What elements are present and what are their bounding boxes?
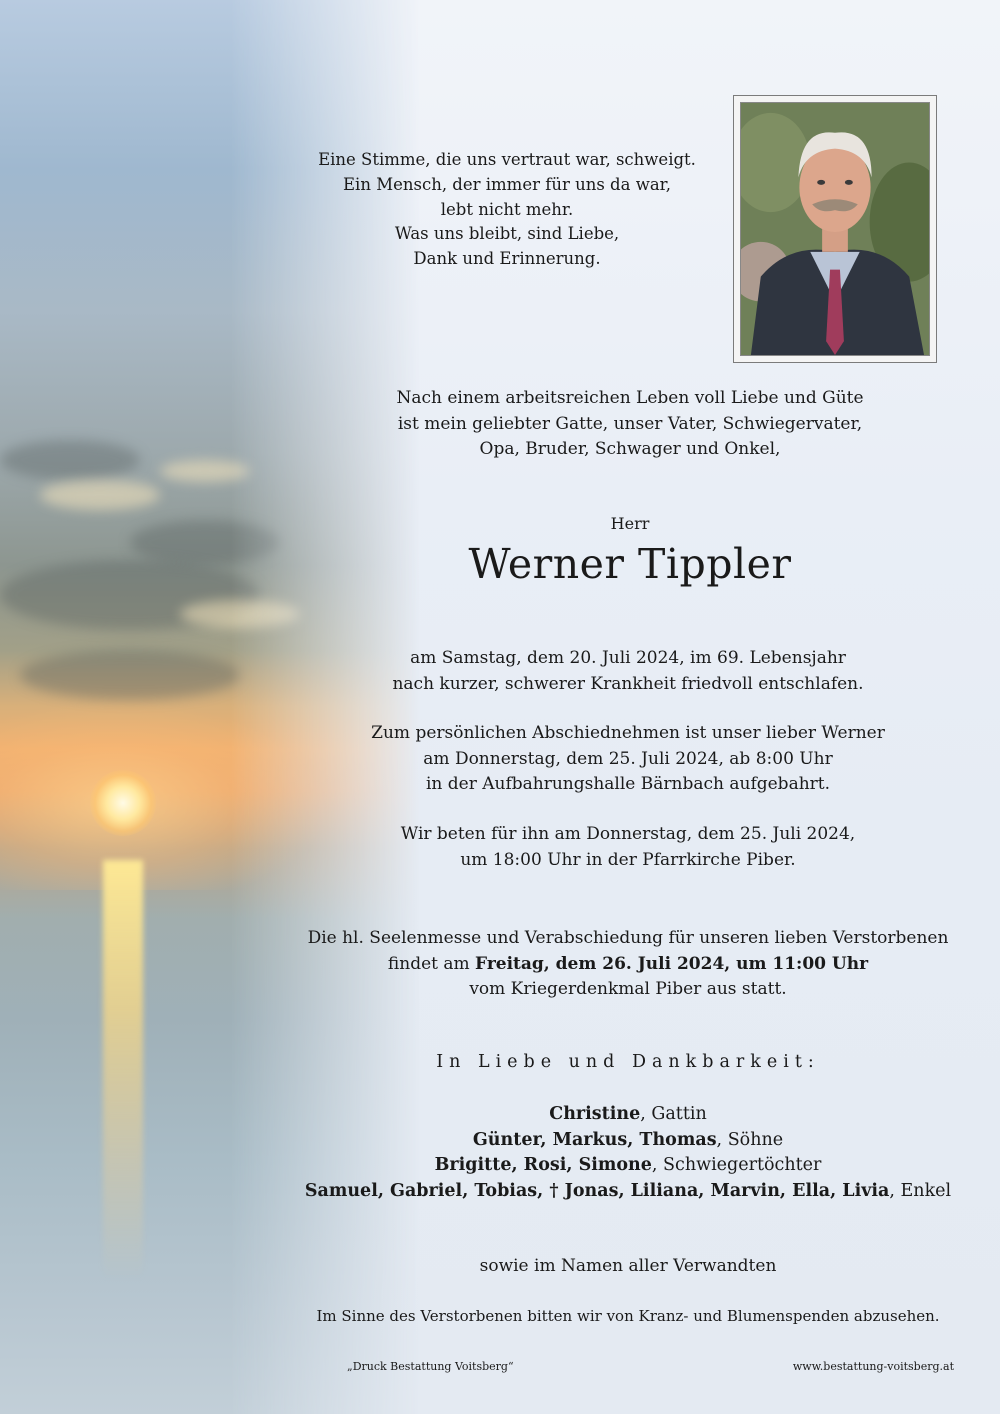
printer-credit: „Druck Bestattung Voitsberg“ [347, 1360, 514, 1373]
prayer-line: Wir beten für ihn am Donnerstag, dem 25. Juli 2024, [400, 824, 856, 844]
portrait-illustration [741, 103, 929, 355]
death-notice-line: nach kurzer, schwerer Krankheit friedvoll entschlafen. [392, 673, 864, 694]
cloud [40, 480, 160, 510]
mass-prefix: findet am [387, 953, 476, 974]
verse-line: Ein Mensch, der immer für uns da war, [343, 174, 671, 194]
death-notice-line: am Samstag, dem 20. Juli 2024, im 69. Lebensjahr [410, 648, 846, 668]
sun-icon [90, 770, 156, 836]
family-list [300, 1102, 956, 1204]
sun-glow [0, 700, 330, 890]
family-relation: Söhne [727, 1129, 784, 1150]
cloud [0, 440, 140, 480]
cloud [180, 600, 300, 628]
family-relation: Gattin [651, 1104, 707, 1124]
intro-line: Opa, Bruder, Schwager und Onkel, [479, 439, 781, 459]
family-relation: Schwiegertöchter [663, 1155, 822, 1175]
verse-line: Was uns bleibt, sind Liebe, [394, 224, 620, 244]
verse-line: Eine Stimme, die uns vertraut war, schweigt. [318, 150, 696, 169]
relatives-note: sowie im Namen aller Verwandten [479, 1256, 777, 1276]
viewing-line: Zum persönlichen Abschiednehmen ist unser lieber Werner [371, 723, 885, 743]
family-relation: Enkel [900, 1180, 952, 1201]
mass-date-time: Freitag, dem 26. Juli 2024, um 11:00 Uhr [475, 953, 869, 974]
verse-line: lebt nicht mehr. [440, 199, 574, 219]
family-row: Günter, Markus, Thomas, Söhne [472, 1129, 784, 1150]
portrait-photo [740, 102, 930, 356]
intro-text [380, 386, 880, 463]
viewing-line: am Donnerstag, dem 25. Juli 2024, ab 8:00 Uhr [423, 748, 833, 769]
family-names: Christine [549, 1104, 641, 1124]
intro-line: ist mein geliebter Gatte, unser Vater, Schwiegervater, [397, 413, 863, 434]
cloud [20, 650, 240, 700]
family-names: Brigitte, Rosi, Simone [434, 1155, 652, 1175]
cloud [130, 520, 280, 565]
intro-line: Nach einem arbeitsreichen Leben voll Liebe und Güte [396, 388, 864, 408]
viewing-info [300, 721, 956, 798]
salutation: Herr [610, 514, 650, 533]
family-row: Christine, Gattin [549, 1104, 707, 1124]
thanks-heading: In Liebe und Dankbarkeit: [436, 1052, 820, 1072]
website-link[interactable]: www.bestattung-voitsberg.at [792, 1360, 954, 1373]
prayer-line: um 18:00 Uhr in der Pfarrkirche Piber. [460, 849, 796, 870]
deceased-name: Werner Tippler [468, 540, 792, 588]
verse-line: Dank und Erinnerung. [413, 249, 601, 269]
mass-line: Die hl. Seelenmesse und Verabschiedung für unseren lieben Verstorbenen [307, 928, 949, 948]
cloud [160, 460, 250, 482]
mass-line: vom Kriegerdenkmal Piber aus statt. [469, 979, 787, 999]
prayer-info [300, 822, 956, 873]
family-row: Samuel, Gabriel, Tobias, † Jonas, Liliana, Marvin, Ella, Livia, Enkel [304, 1180, 952, 1201]
family-names: Samuel, Gabriel, Tobias, † Jonas, Liliana, Marvin, Ella, Livia [304, 1180, 890, 1201]
viewing-line: in der Aufbahrungshalle Bärnbach aufgebahrt. [425, 774, 831, 794]
donation-request: Im Sinne des Verstorbenen bitten wir von Kranz- und Blumenspenden abzusehen. [316, 1307, 940, 1325]
verse [300, 148, 714, 272]
mass-info [300, 926, 956, 1003]
sun-reflection [103, 860, 143, 1280]
portrait-frame [733, 95, 937, 363]
family-names: Günter, Markus, Thomas [472, 1129, 717, 1150]
mass-line [300, 952, 956, 978]
family-row: Brigitte, Rosi, Simone, Schwiegertöchter [434, 1155, 822, 1175]
death-notice [300, 646, 956, 697]
